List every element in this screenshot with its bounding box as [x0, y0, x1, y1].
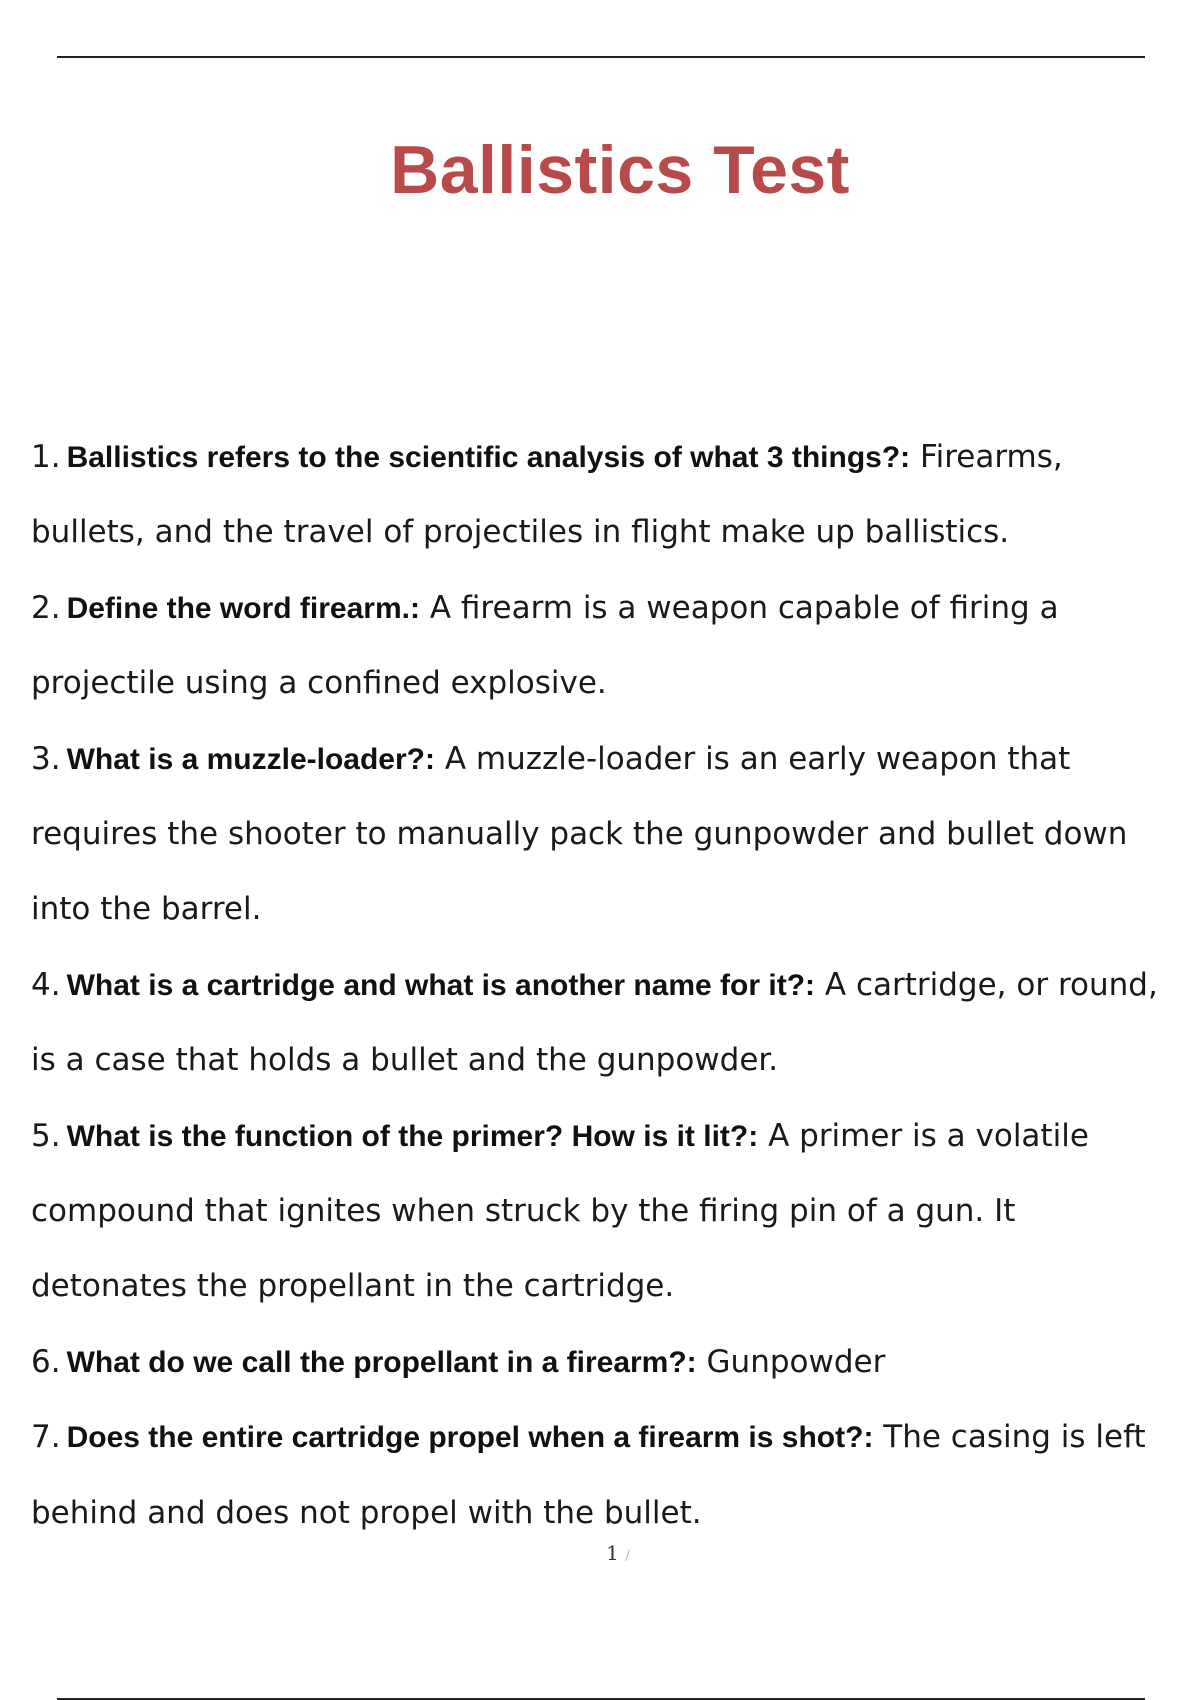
question-text: Does the entire cartridge propel when a firearm is shot?:: [66, 1421, 874, 1455]
page-number: [0, 1541, 1200, 1568]
answer-text: The casing is left behind and does not propel with the bullet.: [31, 1419, 1146, 1531]
page-number-separator: /: [625, 1548, 630, 1564]
answer-text: A cartridge, or round, is a case that holds a bullet and the gunpowder.: [31, 966, 1158, 1079]
question-item-3: [31, 722, 1181, 948]
question-item-2: [31, 571, 1181, 722]
question-number: 7.: [31, 1419, 61, 1456]
question-item-4: [31, 948, 1181, 1099]
question-number: 2.: [31, 589, 61, 626]
question-item-1: [31, 420, 1181, 571]
question-text: Ballistics refers to the scientific analysis of what 3 things?:: [66, 441, 911, 474]
answer-text: Gunpowder: [706, 1343, 886, 1380]
page-title: Ballistics Test: [390, 132, 850, 208]
question-number: 6.: [31, 1343, 61, 1380]
answer-text: A muzzle-loader is an early weapon that requires the shooter to manually pack the gunpowder and bullet down into the barrel.: [31, 740, 1128, 928]
question-text: What is the function of the primer? How is it lit?:: [66, 1119, 759, 1153]
question-text: What do we call the propellant in a firearm?:: [66, 1345, 697, 1379]
answer-text: A firearm is a weapon capable of firing a projectile using a confined explosive.: [31, 589, 1059, 702]
question-text: Define the word firearm.:: [66, 591, 420, 625]
question-number: 5.: [31, 1117, 61, 1154]
question-number: 4.: [31, 966, 61, 1003]
question-number: 1.: [31, 439, 61, 475]
question-text: What is a cartridge and what is another name for it?:: [66, 968, 816, 1002]
question-number: 3.: [31, 740, 61, 777]
page-number-value: 1: [606, 1541, 619, 1565]
question-item-5: [31, 1099, 1181, 1325]
question-item-7: [31, 1400, 1181, 1551]
answer-text: Firearms, bullets, and the travel of projectiles in flight make up ballistics.: [31, 439, 1063, 551]
question-list: [31, 420, 1181, 1551]
question-item-6: [31, 1325, 1181, 1400]
top-rule: [57, 56, 1145, 58]
answer-text: A primer is a volatile compound that ignites when struck by the firing pin of a gun. It detonates the propellant in the cartridge.: [31, 1117, 1089, 1305]
question-text: What is a muzzle-loader?:: [66, 742, 435, 776]
